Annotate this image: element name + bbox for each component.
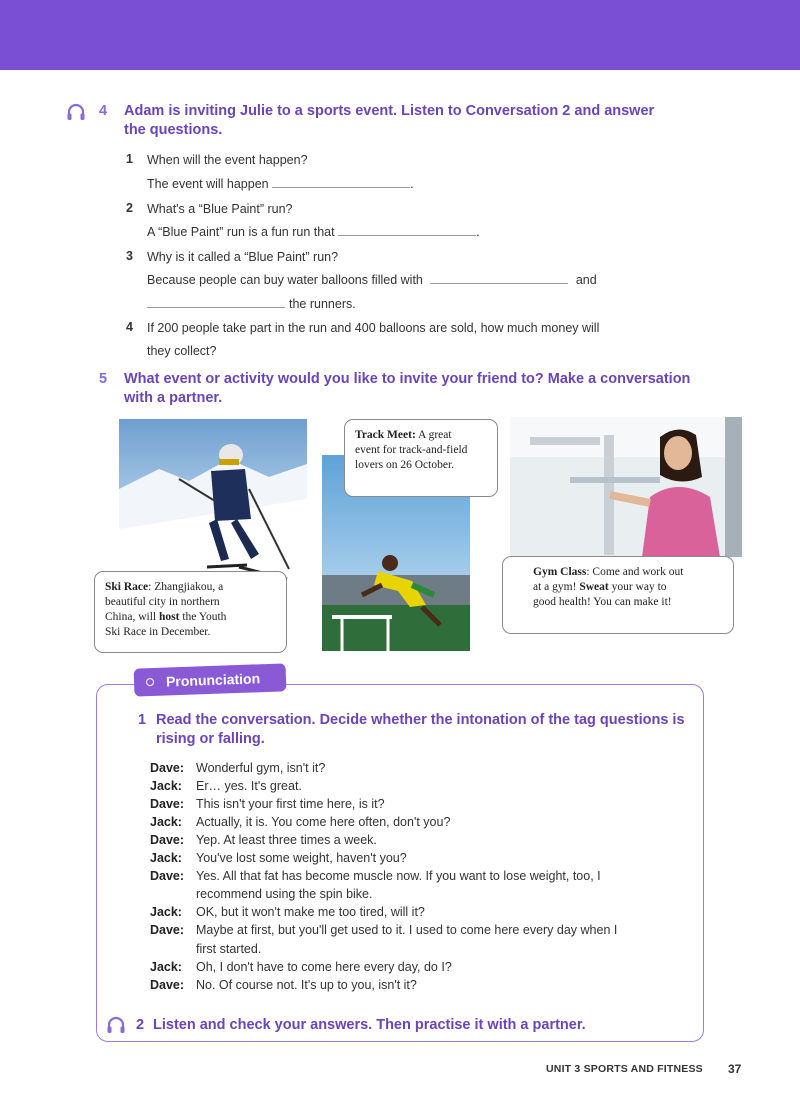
dialogue-text: Wonderful gym, isn't it? bbox=[196, 761, 326, 775]
dialogue-line bbox=[150, 922, 617, 938]
dialogue-line bbox=[150, 977, 417, 993]
ski-race-text-3b: host bbox=[159, 611, 180, 623]
exercise-4-number: 4 bbox=[99, 103, 108, 119]
dialogue-speaker: Dave: bbox=[150, 797, 185, 812]
ski-race-text-4: Ski Race in December. bbox=[105, 626, 211, 638]
question-2-text: What's a “Blue Paint” run? bbox=[147, 202, 293, 216]
question-4-text-line1: If 200 people take part in the run and 400 balloons are sold, how much money will bbox=[147, 321, 600, 335]
gym-class-text-2b: Sweat bbox=[579, 581, 609, 593]
answer-3-line1 bbox=[147, 272, 597, 288]
dialogue-text: No. Of course not. It's up to you, isn't it? bbox=[196, 977, 417, 992]
answer-3-line2 bbox=[147, 296, 356, 312]
ski-race-text-1: : Zhangjiakou, a bbox=[148, 581, 224, 593]
exercise-4-title-line1: Adam is inviting Julie to a sports event. Listen to Conversation 2 and answer bbox=[124, 103, 655, 119]
dialogue-speaker: Dave: bbox=[150, 761, 185, 775]
track-meet-text-3: lovers on 26 October. bbox=[355, 459, 455, 471]
answer-1-line bbox=[147, 176, 414, 192]
dialogue-text: Actually, it is. You come here often, don't you? bbox=[196, 815, 451, 830]
dialogue-text: You've lost some weight, haven't you? bbox=[196, 851, 407, 866]
gym-class-label: Gym Class bbox=[533, 566, 587, 578]
question-2-number: 2 bbox=[126, 201, 133, 215]
gym-class-photo bbox=[510, 417, 742, 557]
ski-race-label: Ski Race bbox=[105, 581, 149, 593]
dialogue-speaker: Jack: bbox=[150, 779, 182, 794]
dialogue-speaker: Jack: bbox=[150, 959, 182, 974]
dialogue-speaker: Jack: bbox=[150, 905, 182, 920]
dialogue-text: recommend using the spin bike. bbox=[196, 887, 373, 902]
dialogue-line bbox=[150, 868, 601, 884]
answer-3-blank-a[interactable] bbox=[430, 272, 568, 284]
answer-1-prefix: The event will happen bbox=[147, 177, 269, 191]
headphones-icon[interactable] bbox=[106, 1016, 126, 1034]
page-number: 37 bbox=[728, 1062, 742, 1076]
exercise-5-title-line2: with a partner. bbox=[124, 390, 223, 406]
dialogue-text: This isn't your first time here, is it? bbox=[196, 797, 385, 812]
dialogue-line bbox=[150, 760, 325, 776]
answer-3-suffix: the runners. bbox=[289, 297, 356, 311]
gym-class-text-2a: at a gym! bbox=[533, 581, 580, 593]
dialogue-line bbox=[150, 796, 385, 812]
exercise-4-title-line2: the questions. bbox=[124, 122, 223, 138]
dialogue-text: first started. bbox=[196, 941, 262, 956]
dialogue-text: Yep. At least three times a week. bbox=[196, 833, 377, 848]
ski-race-text-3c: the Youth bbox=[179, 611, 227, 623]
dialogue-line bbox=[150, 959, 452, 975]
circle-bullet-icon bbox=[146, 678, 154, 686]
dialogue-line bbox=[150, 832, 377, 848]
pron-task-2-number: 2 bbox=[136, 1017, 145, 1033]
dialogue-speaker: Dave: bbox=[150, 923, 185, 938]
answer-2-line bbox=[147, 224, 480, 240]
gym-class-text-2c: your way to bbox=[608, 581, 667, 593]
question-3-text: Why is it called a “Blue Paint” run? bbox=[147, 250, 339, 264]
answer-2-blank[interactable] bbox=[338, 224, 476, 236]
answer-1-blank[interactable] bbox=[272, 176, 410, 188]
answer-3-prefix: Because people can buy water balloons filled with bbox=[147, 273, 423, 287]
dialogue-text: Er… yes. It's great. bbox=[196, 779, 302, 794]
dialogue-line bbox=[150, 778, 302, 794]
answer-3-blank-b[interactable] bbox=[147, 296, 285, 308]
dialogue-line bbox=[150, 814, 450, 830]
track-meet-text-1: A great bbox=[415, 429, 452, 441]
track-meet-text-2: event for track-and-field bbox=[355, 444, 468, 456]
answer-2-suffix: . bbox=[476, 225, 480, 239]
question-4-number: 4 bbox=[126, 320, 133, 334]
dialogue-speaker: Dave: bbox=[150, 977, 185, 992]
gym-class-text-1: : Come and work out bbox=[586, 566, 684, 578]
question-4-text-line2: they collect? bbox=[147, 344, 217, 358]
top-color-band bbox=[0, 0, 800, 70]
dialogue-line bbox=[150, 850, 407, 866]
answer-3-and: and bbox=[575, 273, 597, 287]
answer-2-prefix: A “Blue Paint” run is a fun run that bbox=[147, 225, 335, 239]
track-meet-label: Track Meet: bbox=[355, 429, 416, 441]
ski-race-text-2: beautiful city in northern bbox=[105, 596, 220, 608]
ski-race-photo bbox=[119, 419, 307, 582]
ski-race-text-3a: China, will bbox=[105, 611, 159, 623]
pron-task-1-title-line1: Read the conversation. Decide whether the intonation of the tag questions is bbox=[156, 712, 685, 728]
gym-class-callout bbox=[502, 556, 734, 634]
dialogue-speaker: Jack: bbox=[150, 815, 182, 830]
dialogue-text: Maybe at first, but you'll get used to it. I used to come here every day when I bbox=[196, 923, 618, 938]
exercise-5-title-line1: What event or activity would you like to invite your friend to? Make a conversation bbox=[124, 371, 691, 387]
footer-unit-label: UNIT 3 SPORTS AND FITNESS bbox=[546, 1063, 703, 1075]
dialogue-speaker: Jack: bbox=[150, 851, 182, 866]
pronunciation-label: Pronunciation bbox=[165, 670, 261, 690]
pronunciation-tab bbox=[134, 663, 287, 696]
answer-1-suffix: . bbox=[410, 177, 414, 191]
pron-task-1-number: 1 bbox=[138, 712, 147, 728]
track-meet-callout bbox=[344, 419, 498, 497]
pron-task-2-title: Listen and check your answers. Then practise it with a partner. bbox=[153, 1017, 586, 1033]
pron-task-1-title-line2: rising or falling. bbox=[156, 731, 265, 747]
question-1-text: When will the event happen? bbox=[147, 153, 308, 167]
question-1-number: 1 bbox=[126, 152, 133, 166]
dialogue-speaker: Dave: bbox=[150, 869, 185, 884]
dialogue-line bbox=[150, 904, 425, 920]
dialogue-text: Oh, I don't have to come here every day, do I? bbox=[196, 959, 452, 974]
dialogue-text: Yes. All that fat has become muscle now. If you want to lose weight, too, I bbox=[196, 869, 601, 884]
dialogue-line bbox=[150, 941, 261, 957]
question-3-number: 3 bbox=[126, 249, 133, 263]
headphones-icon[interactable] bbox=[66, 103, 86, 121]
ski-race-callout bbox=[94, 571, 287, 653]
dialogue-speaker: Dave: bbox=[150, 833, 185, 848]
exercise-5-number: 5 bbox=[99, 371, 108, 387]
dialogue-line bbox=[150, 886, 372, 902]
dialogue-text: OK, but it won't make me too tired, will it? bbox=[196, 905, 425, 920]
gym-class-text-3: good health! You can make it! bbox=[533, 596, 672, 608]
